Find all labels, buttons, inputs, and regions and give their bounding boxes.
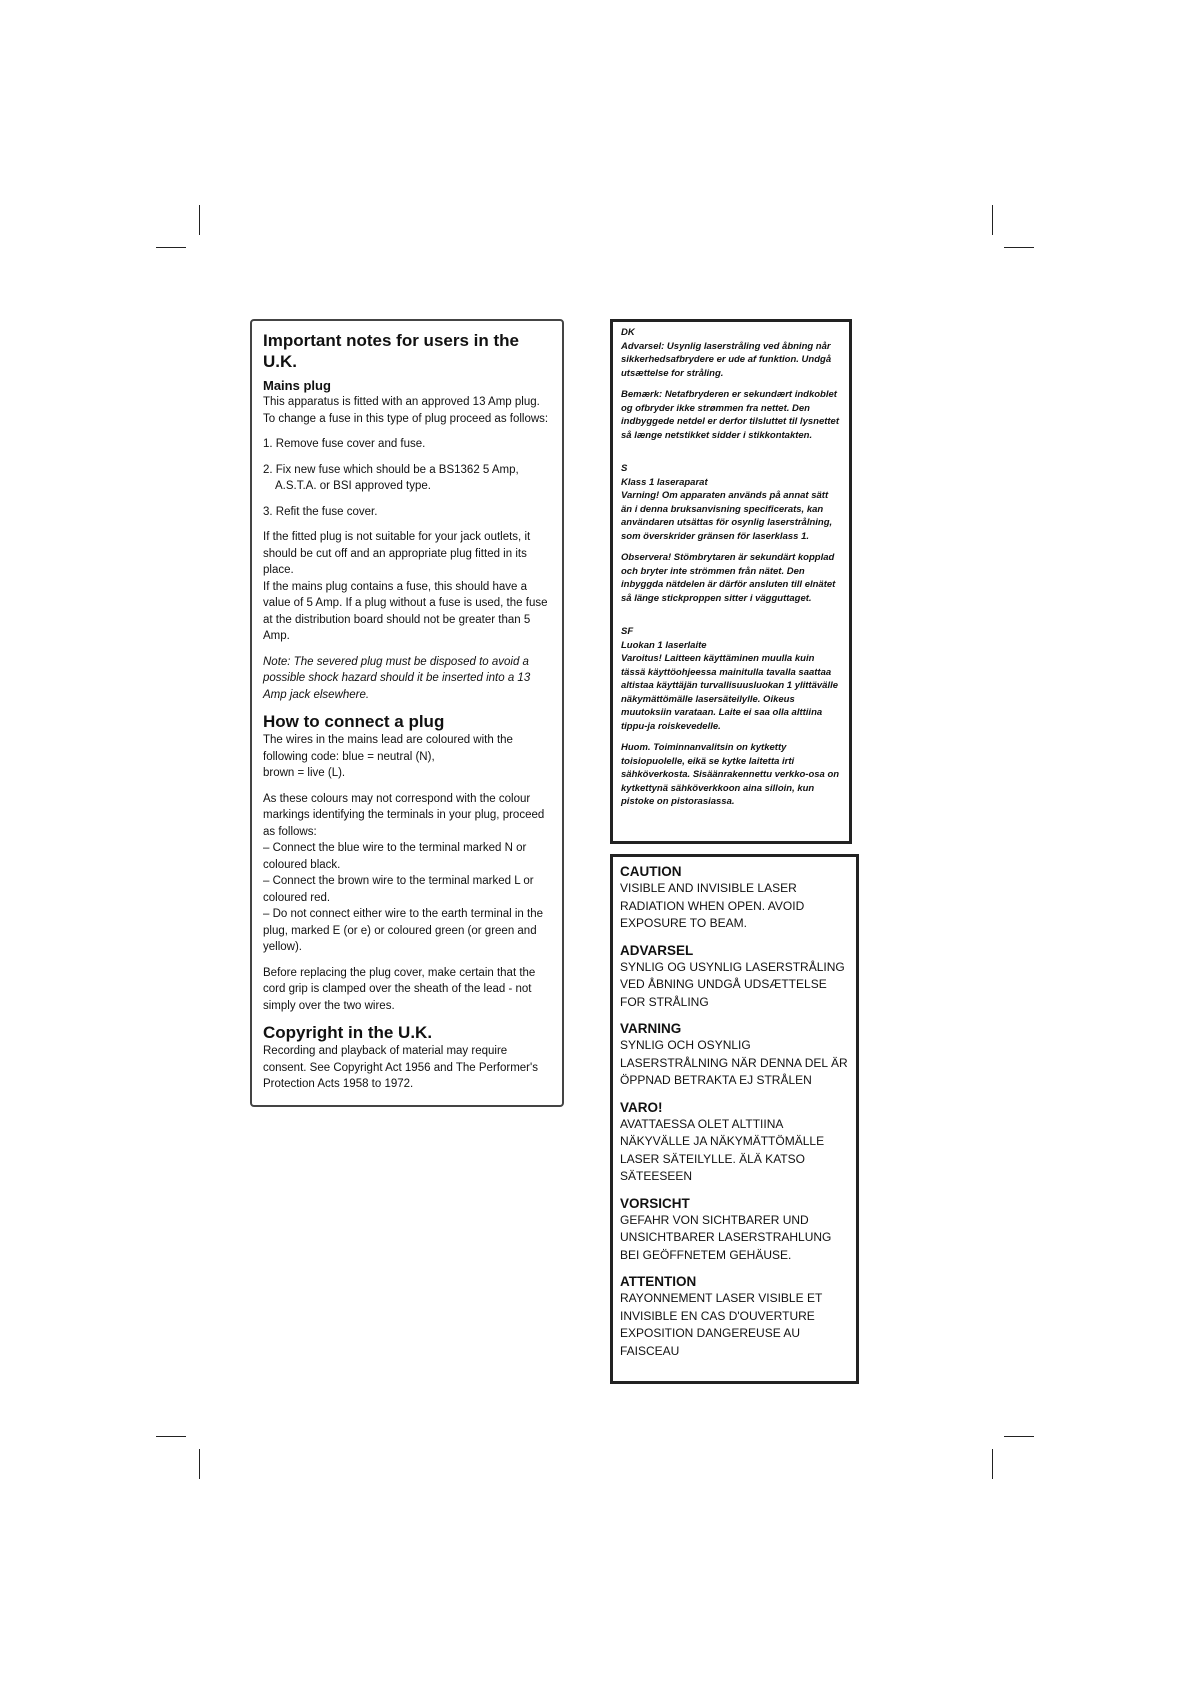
step-1: 1. Remove fuse cover and fuse. xyxy=(263,438,426,450)
cord-grip-text: Before replacing the plug cover, make certain that the cord grip is clamped over the sheath of the lead - not simply over the two wires. xyxy=(263,966,536,1012)
caution-text: SYNLIG OCH OSYNLIG LASERSTRÅLNING NÄR DENNA DEL ÄR ÖPPNAD BETRAKTA EJ STRÅLEN xyxy=(620,1038,848,1087)
s-class: Klass 1 laseraparat xyxy=(621,476,708,488)
wire-step-2: – Connect the brown wire to the terminal marked L or coloured red. xyxy=(263,875,534,904)
laser-notices-box xyxy=(610,319,852,844)
caution-text: SYNLIG OG USYNLIG LASERSTRÅLING VED ÅBNING UNDGÅ UDSÆTTELSE FOR STRÅLING xyxy=(620,959,845,1009)
uk-notes-title: Important notes for users in the U.K. xyxy=(263,331,519,371)
caution-heading: ATTENTION xyxy=(620,1274,697,1289)
dk-warning: Advarsel: Usynlig laserstråling ved åbning når sikkerhedsafbrydere er ude af funktion. Undgå utsættelse for stråling. xyxy=(621,340,832,379)
sf-class: Luokan 1 laserlaite xyxy=(621,639,707,651)
crop-mark-top-right-v xyxy=(992,205,993,235)
copyright-heading: Copyright in the U.K. xyxy=(263,1023,433,1042)
caution-heading: VARO! xyxy=(620,1099,663,1115)
caution-heading: VORSICHT xyxy=(620,1195,690,1211)
sf-code: SF xyxy=(621,626,634,637)
step-2: 2. Fix new fuse which should be a BS1362 5 Amp, A.S.T.A. or BSI approved type. xyxy=(263,463,519,492)
connect-intro-1: The wires in the mains lead are coloured with the following code: blue = neutral (N), xyxy=(263,734,513,763)
section-gap xyxy=(621,450,841,462)
caution-item xyxy=(620,1099,849,1186)
sf-warning: Varoitus! Laitteen käyttäminen muulla kuin tässä käyttöohjeessa mainitulla tavalla saattaa altistaa käyttäjän turvallisuusluokan 1 ylittävälle näkymättömälle lasersäteilylle. Oikeus muutoksiin varataan. Laite ei saa olla alttiina tippu-ja roiskevedelle. xyxy=(621,653,839,732)
copyright-text: Recording and playback of material may require consent. See Copyright Act 1956 and The Performer's Protection Acts 1958 to 1972. xyxy=(263,1045,538,1090)
caution-item xyxy=(620,942,849,1012)
caution-item xyxy=(620,863,849,933)
caution-heading: CAUTION xyxy=(620,864,682,879)
caution-text: GEFAHR VON SICHTBARER UND UNSICHTBARER LASERSTRAHLUNG BEI GEÖFFNETEM GEHÄUSE. xyxy=(620,1212,832,1262)
s-warning: Varning! Om apparaten används på annat sätt än i denna bruksanvisning specificerats, kan användaren utsättas för osynlig laserstrålning, som överskrider gränsen för laserklass 1. xyxy=(621,490,833,542)
fuse-value-text: If the mains plug contains a fuse, this should have a value of 5 Amp. If a plug without a fuse is used, the fuse at the distribution board should not be greater than 5 Amp. xyxy=(263,580,548,642)
caution-text: VISIBLE AND INVISIBLE LASER RADIATION WHEN OPEN. AVOID EXPOSURE TO BEAM. xyxy=(620,881,805,930)
caution-text: AVATTAESSA OLET ALTTIINA NÄKYVÄLLE JA NÄKYMÄTTÖMÄLLE LASER SÄTEILYLLE. ÄLÄ KATSO SÄTEESEEN xyxy=(620,1116,825,1183)
step-3: 3. Refit the fuse cover. xyxy=(263,505,378,518)
caution-heading: ADVARSEL xyxy=(620,942,694,958)
caution-item xyxy=(620,1195,849,1265)
s-note: Observera! Stömbrytaren är sekundärt kopplad och bryter inte strömmen från nätet. Den inbyggda nätdelen är därför ansluten till elnätet så länge stickproppen sitter i vägguttaget. xyxy=(621,552,836,604)
colours-text: As these colours may not correspond with the colour markings identifying the terminals in your plug, proceed as follows: xyxy=(263,792,545,838)
caution-label-box xyxy=(610,854,859,1384)
caution-text: RAYONNEMENT LASER VISIBLE ET INVISIBLE EN CAS D'OUVERTURE EXPOSITION DANGEREUSE AU FAISCEAU xyxy=(620,1291,823,1358)
note-text: Note: The severed plug must be disposed to avoid a possible shock hazard should it be inserted into a 13 Amp jack elsewhere. xyxy=(263,655,531,701)
caution-item xyxy=(620,1020,849,1090)
wire-step-1: – Connect the blue wire to the terminal marked N or coloured black. xyxy=(263,842,527,871)
s-code: S xyxy=(621,463,628,474)
connect-plug-heading: How to connect a plug xyxy=(263,712,445,731)
crop-mark-bottom-left-v xyxy=(199,1449,200,1479)
connect-intro-2: brown = live (L). xyxy=(263,767,346,779)
dk-note: Bemærk: Netafbryderen er sekundært indkoblet og ofbryder ikke strømmen fra nettet. Den indbyggede netdel er derfor tilsluttet til lysnettet så længe netstikket sidder i stikkontakten. xyxy=(621,389,839,441)
sf-note: Huom. Toiminnanvalitsin on kytketty toisiopuolelle, eikä se kytke laitetta irti sähköverkosta. Sisäänrakennettu verkko-osa on kytkettynä sähköverkkoon aina silloin, kun pistoke on pistorasiassa. xyxy=(621,742,840,807)
mains-plug-heading: Mains plug xyxy=(263,378,331,393)
crop-mark-bottom-right-v xyxy=(992,1449,993,1479)
dk-code: DK xyxy=(621,327,635,338)
crop-mark-top-left-h xyxy=(156,247,186,248)
mains-plug-intro: This apparatus is fitted with an approved 13 Amp plug. To change a fuse in this type of plug proceed as follows: xyxy=(263,396,549,425)
unsuitable-plug-text: If the fitted plug is not suitable for your jack outlets, it should be cut off and an appropriate plug fitted in its place. xyxy=(263,531,531,576)
caution-heading: VARNING xyxy=(620,1021,682,1036)
wire-step-3: – Do not connect either wire to the earth terminal in the plug, marked E (or e) or coloured green (or green and yellow). xyxy=(263,908,543,953)
crop-mark-bottom-right-h xyxy=(1004,1436,1034,1437)
caution-item xyxy=(620,1273,849,1360)
crop-mark-top-right-h xyxy=(1004,247,1034,248)
uk-notes-box xyxy=(250,319,564,1107)
crop-mark-top-left-v xyxy=(199,205,200,235)
crop-mark-bottom-left-h xyxy=(156,1436,186,1437)
section-gap xyxy=(621,613,841,625)
